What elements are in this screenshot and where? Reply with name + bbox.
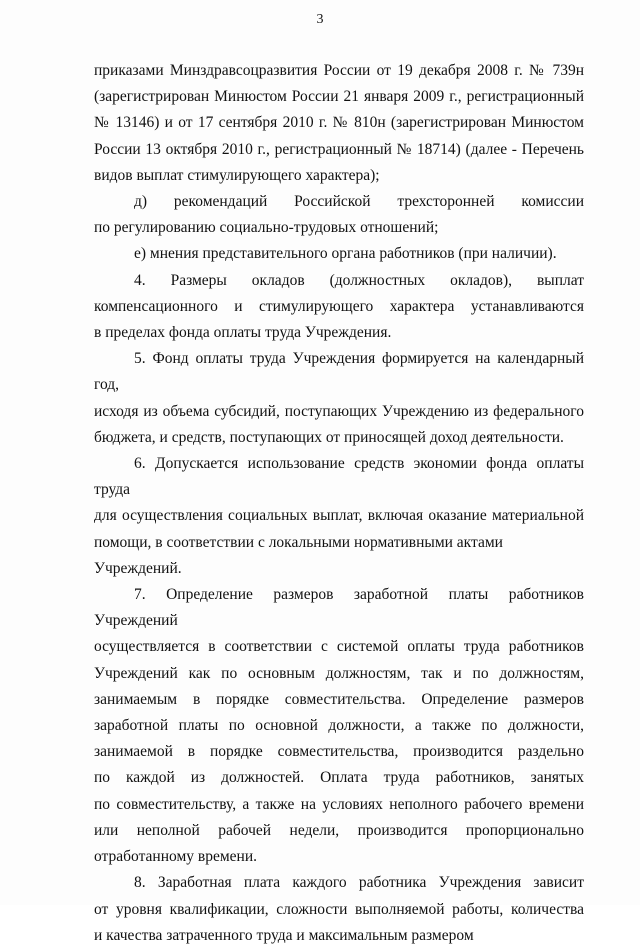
text-line: от уровня квалификации, сложности выполняемой работы, количества	[94, 900, 584, 918]
text-line: бюджета, и средств, поступающих от приносящей доход деятельности.	[94, 428, 564, 446]
text-line: осуществляется в соответствии с системой оплаты труда работников	[94, 638, 584, 656]
text-line: по регулированию социально-трудовых отношений;	[94, 219, 439, 237]
text-line: помощи, в соответствии с локальными нормативными актами Учреждений.	[94, 533, 503, 577]
text-line: приказами Минздравсоцразвития России от 19 декабря 2008 г. № 739н	[94, 62, 584, 79]
text-line: и качества затраченного труда и максимальным размером	[94, 926, 474, 944]
text-line: отработанному времени.	[94, 848, 257, 866]
text-line: Учреждений как по основным должностям, так и по должностям,	[94, 664, 584, 682]
text-line: д) рекомендаций Российской трехсторонней комиссии	[134, 193, 584, 211]
text-line: (зарегистрирован Минюстом России 21 января 2009 г., регистрационный	[94, 88, 584, 106]
text-line: 5. Фонд оплаты труда Учреждения формируется на календарный год,	[94, 350, 584, 394]
text-line: 6. Допускается использование средств экономии фонда оплаты труда	[94, 455, 584, 499]
text-line: 4. Размеры окладов (должностных окладов), выплат	[134, 271, 584, 289]
text-line: № 13146) и от 17 сентября 2010 г. № 810н (зарегистрирован Минюстом	[94, 114, 584, 132]
text-line: видов выплат стимулирующего характера);	[94, 166, 380, 184]
paragraph-p-intro	[94, 58, 584, 189]
text-line: для осуществления социальных выплат, включая оказание материальной	[94, 507, 584, 525]
paragraph-p-5	[94, 346, 584, 451]
paragraph-p-6	[94, 451, 584, 582]
paragraph-p-7	[94, 582, 584, 870]
text-line: 7. Определение размеров заработной платы работников Учреждений	[94, 586, 584, 630]
text-line: по каждой из должностей. Оплата труда работников, занятых	[94, 769, 584, 787]
text-line: исходя из объема субсидий, поступающих Учреждению из федерального	[94, 402, 584, 420]
text-line: заработной платы по основной должности, а также по должности,	[94, 717, 584, 735]
text-line: компенсационного и стимулирующего характера устанавливаются	[94, 297, 584, 315]
page-number: 3	[316, 12, 324, 27]
text-line: по совместительству, а также на условиях неполного рабочего времени	[94, 795, 584, 813]
paragraph-p-d	[94, 189, 584, 241]
text-line: России 13 октября 2010 г., регистрационный № 18714) (далее - Перечень	[94, 140, 584, 158]
text-line: занимаемой в порядке совместительства, производится раздельно	[94, 743, 584, 761]
text-line: или неполной рабочей недели, производится пропорционально	[94, 821, 584, 839]
text-line: занимаемым в порядке совместительства. Определение размеров	[94, 690, 584, 708]
document-body	[94, 58, 584, 949]
paragraph-p-e	[94, 241, 584, 267]
paragraph-p-8	[94, 870, 584, 949]
text-line: 8. Заработная плата каждого работника Учреждения зависит	[134, 874, 584, 892]
text-line: е) мнения представительного органа работников (при наличии).	[134, 245, 557, 263]
paragraph-p-4	[94, 268, 584, 347]
text-line: в пределах фонда оплаты труда Учреждения.	[94, 324, 392, 342]
